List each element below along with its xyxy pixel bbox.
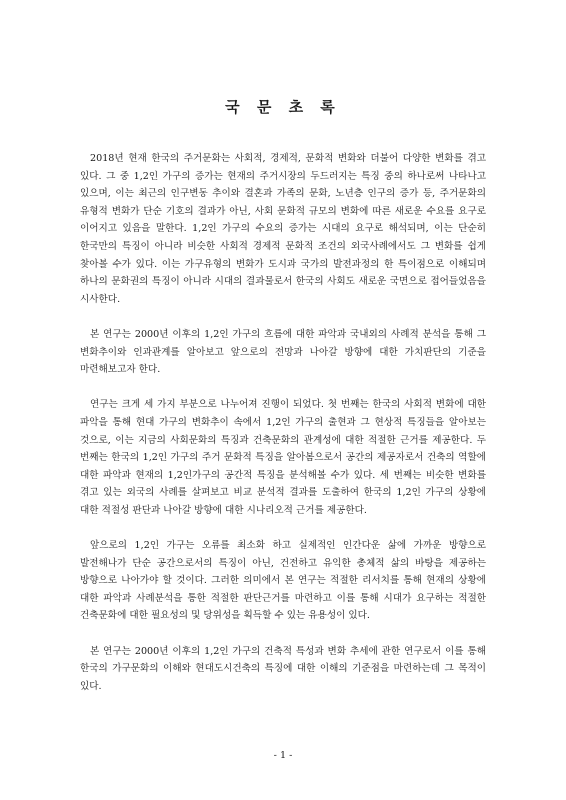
abstract-paragraph: 본 연구는 2000년 이후의 1,2인 가구의 건축적 특성과 변화 추세에 관한 연구로서 이를 통해 한국의 가구문화의 이해와 현대도시건축의 특징에 대한 이해의 기준점을 마련하는데 그 목적이 있다.: [80, 645, 486, 692]
abstract-paragraph: 연구는 크게 세 가지 부분으로 나누어져 진행이 되었다. 첫 번째는 한국의 사회적 변화에 대한 파악을 통해 현대 가구의 변화추이 속에서 1,2인 가구의 출현과 그 현상적 특징들을 알아보는 것으로, 이는 지금의 사회문화의 특징과 건축문화의 관계성에 대한 적절한 근거를 제공한다. 두 번째는 한국의 1,2인 가구의 주거 문화적 특징을 알아봄으로서 공간의 제공자로서 건축의 역할에 대한 파악과 현재의 1,2인가구의 공간적 특징을 분석해볼 수가 있다. 세 번째는 비슷한 변화를 겪고 있는 외국의 사례를 살펴보고 비교 분석적 결과를 도출하여 한국의 1,2인 가구의 상황에 대한 적절성 판단과 나아갈 방향에 대한 시나리오적 근거를 제공한다.: [80, 399, 486, 516]
abstract-body: [80, 150, 486, 713]
abstract-paragraph: 앞으로의 1,2인 가구는 오류를 최소화 하고 실제적인 인간다운 삶에 가까운 방향으로 발전해나가 단순 공간으로서의 특징이 아닌, 건전하고 유익한 총체적 삶의 바탕을 제공하는 방향으로 나아가야 할 것이다. 그러한 의미에서 본 연구는 적절한 리서치를 통해 현재의 상황에 대한 파악과 사례분석을 통한 적절한 판단근거를 마련하고 이를 통해 시대가 요구하는 적절한 건축문화에 대한 필요성의 및 당위성을 획득할 수 있는 유용성이 있다.: [80, 540, 486, 622]
page-number: - 1 -: [273, 750, 293, 761]
abstract-paragraph: 2018년 현재 한국의 주거문화는 사회적, 경제적, 문화적 변화와 더불어 다양한 변화를 겪고 있다. 그 중 1,2인 가구의 증가는 현재의 주거시장의 두드러지는 특징 중의 하나로써 나타나고 있으며, 이는 최근의 인구변동 추이와 결혼과 가족의 문화, 노년층 인구의 증가 등, 주거문화의 유형적 변화가 단순 기호의 결과가 아닌, 사회 문화적 규모의 변화에 따른 새로운 수요를 요구로 이어지고 있음을 말한다. 1,2인 가구의 수요의 증가는 시대의 요구로 해석되며, 이는 단순히 한국만의 특징이 아니라 비슷한 사회적 경제적 문화적 조건의 외국사례에서도 그 변화를 쉽게 찾아볼 수가 있다. 이는 가구유형의 변화가 도시과 국가의 발전과정의 한 특이점으로 이해되며 하나의 문화권의 특징이 아니라 시대의 결과물로서 한국의 사회도 새로운 국면으로 접어들었음을 시사한다.: [80, 153, 486, 305]
page-title: 국 문 초 록: [225, 98, 341, 116]
abstract-paragraph: 본 연구는 2000년 이후의 1,2인 가구의 흐름에 대한 파악과 국내외의 사례적 분석을 통해 그 변화추이와 인과관계를 알아보고 앞으로의 전망과 나아갈 방향에 대한 가치판단의 기준을 마련해보고자 한다.: [80, 328, 486, 376]
